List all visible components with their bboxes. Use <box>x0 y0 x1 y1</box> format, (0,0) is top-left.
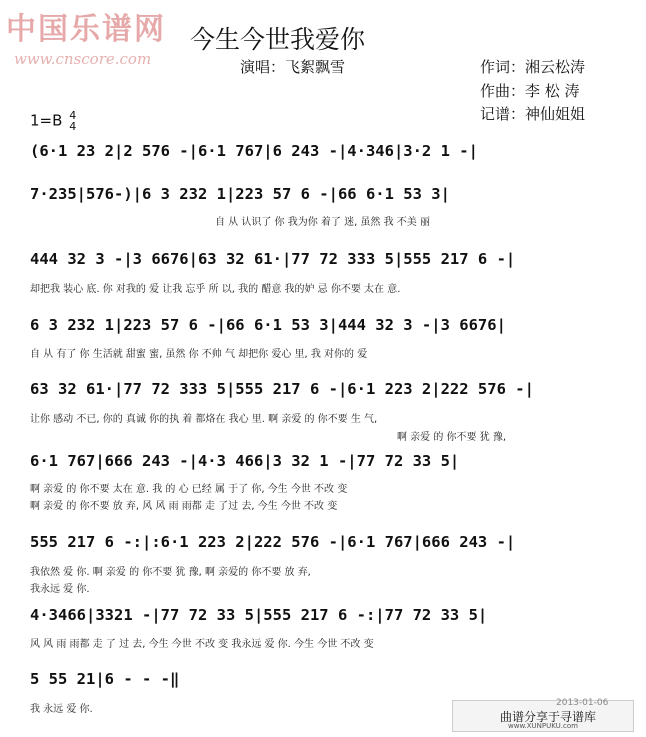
score-line-9-lyrics: 我 永远 爱 你. <box>30 704 93 715</box>
score-line-6-lyrics: 啊 亲爱 的 你不要 太在 意. 我 的 心 已经 属 于了 你, 今生 今世 不改 变 <box>30 484 348 495</box>
score-line-4-notes: 6 3 232 1|223 57 6 -|66 6·1 53 3|444 32 3 -|3 6676| <box>30 316 506 334</box>
key-label: 1=B <box>30 111 63 130</box>
time-signature-bottom: 4 <box>69 120 77 133</box>
score-line-8-notes: 4·3466|3321 -|77 72 33 5|555 217 6 -:|77 72 33 5| <box>30 606 488 624</box>
lyricist-credit: 作词：湘云松涛 <box>480 58 586 76</box>
score-line-2-lyrics: 自 从 认识了 你 我为你 着了 迷, 虽然 我 不美 丽 <box>215 217 430 228</box>
score-line-8-lyrics: 风 风 雨 雨都 走 了 过 去, 今生 今世 不改 变 我永远 爱 你. 今生 今世 不改 变 <box>30 639 374 650</box>
composer-credit: 作曲：李 松 涛 <box>480 82 580 100</box>
time-signature-top: 4 <box>69 109 77 122</box>
singer-credit: 演唱：飞絮飘雪 <box>240 58 346 76</box>
score-line-5-lyrics-alt: 啊 亲爱 的 你不要 犹 豫, <box>397 432 507 443</box>
score-line-3-lyrics: 却把我 装心 底. 你 对我的 爱 让我 忘乎 所 以, 我的 醋意 我的妒 忌 你不要 太在 意. <box>30 284 401 295</box>
score-line-7-lyrics-alt: 我永远 爱 你. <box>30 584 90 595</box>
watermark-site-name: 中国乐谱网 <box>6 12 166 47</box>
share-text: 曲谱分享于寻谱库 <box>500 710 597 724</box>
transcriber-credit: 记谱：神仙姐姐 <box>480 105 586 123</box>
score-line-5-notes: 63 32 61·|77 72 333 5|555 217 6 -|6·1 223 2|222 576 -| <box>30 380 534 398</box>
time-signature <box>69 110 76 132</box>
watermark-site-url: www.cnscore.com <box>14 50 152 68</box>
key-signature <box>30 110 76 132</box>
transcription-date: 2013-01-06 <box>556 698 609 708</box>
score-line-6-lyrics-alt: 啊 亲爱 的 你不要 放 弃, 风 风 雨 雨都 走 了过 去, 今生 今世 不改 变 <box>30 501 338 512</box>
score-line-1-notes: (6·1 23 2|2 576 -|6·1 767|6 243 -|4·346|3·2 1 -| <box>30 142 478 160</box>
share-url: www.XUNPUKU.com <box>508 722 578 730</box>
song-title: 今生今世我爱你 <box>190 25 366 54</box>
score-line-3-notes: 444 32 3 -|3 6676|63 32 61·|77 72 333 5|555 217 6 -| <box>30 250 516 268</box>
score-line-7-notes: 555 217 6 -:|:6·1 223 2|222 576 -|6·1 767|666 243 -| <box>30 533 516 551</box>
score-line-5-lyrics: 让你 感动 不已, 你的 真诚 你的执 着 都烙在 我心 里. 啊 亲爱 的 你不要 生 气, <box>30 414 378 425</box>
score-line-4-lyrics: 自 从 有了 你 生活就 甜蜜 蜜, 虽然 你 不帅 气 却把你 爱心 里, 我 对你的 爱 <box>30 349 368 360</box>
score-line-2-notes: 7·235|576-)|6 3 232 1|223 57 6 -|66 6·1 53 3| <box>30 185 450 203</box>
score-line-9-notes: 5 55 21|6 - - -‖ <box>30 670 180 688</box>
score-line-7-lyrics: 我依然 爱 你. 啊 亲爱 的 你不要 犹 豫, 啊 亲爱的 你不要 放 弃, <box>30 567 311 578</box>
score-line-6-notes: 6·1 767|666 243 -|4·3 466|3 32 1 -|77 72 33 5| <box>30 452 460 470</box>
